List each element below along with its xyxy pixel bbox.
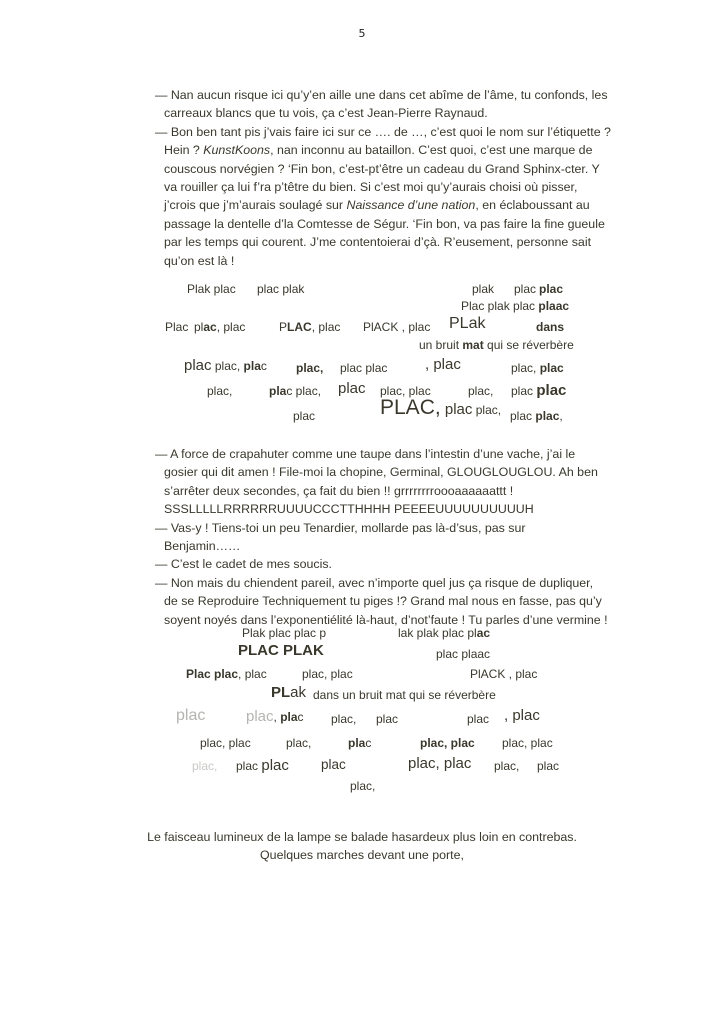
- sfx-part: , plac: [216, 320, 246, 334]
- dialogue-block-1: [155, 86, 611, 270]
- sfx-word: plac: [376, 712, 399, 726]
- sfx-word: [186, 667, 267, 681]
- sfx-word: PLak: [449, 315, 486, 332]
- sfx-part: plac: [184, 357, 212, 374]
- sfx-part: pla: [280, 710, 298, 724]
- sfx-word: plac plac: [340, 361, 388, 375]
- sfx-word: plac: [467, 712, 490, 726]
- text-line: — Non mais du chiendent pareil, avec n’importe quel jus ça risque de dupliquer,: [155, 575, 594, 590]
- sfx-word: [425, 358, 461, 372]
- sfx-word: plak: [472, 282, 495, 296]
- sfx-part: plac: [510, 409, 536, 423]
- sfx-word: plac, plac: [408, 755, 472, 772]
- text-line: va rouiller ça lui f’ra p’têtre du bien. Si c’est moi qu’y’aurais choisi où pisser,: [164, 180, 578, 195]
- sfx-part: c plac,: [286, 384, 322, 398]
- sfx-part: Plac plac: [186, 667, 239, 681]
- sfx-word: plac, plac: [200, 736, 251, 750]
- text-line: — A force de crapahuter comme une taupe dans l’intestin d’une vache, j’ai le: [155, 447, 576, 461]
- sfx-word: [380, 396, 502, 419]
- sfx-word: PlACK , plac: [470, 667, 538, 681]
- sfx-part: PL: [271, 684, 291, 701]
- page-number: 5: [358, 27, 366, 40]
- sfx-part: P: [279, 320, 288, 334]
- sfx-part: , plac: [425, 356, 461, 373]
- text-line: [155, 196, 590, 214]
- sfx-part: plac,: [472, 403, 502, 417]
- text-segment: , nan inconnu au bataillon. C’est quoi, c’est une marque de: [270, 143, 593, 158]
- closing-line-1: Le faisceau lumineux de la lampe se balade hasardeux plus loin en contrebas.: [147, 830, 577, 844]
- sfx-part: pl: [194, 320, 204, 334]
- sfx-word: plac, plac: [502, 736, 553, 750]
- text-line: de se Reproduire Techniquement tu piges !? Grand mal nous en fasse, pas qu’y: [164, 594, 602, 609]
- sfx-word: plac: [293, 409, 316, 423]
- sfx-part: PLAC,: [380, 396, 441, 419]
- sfx-part: plac: [536, 382, 567, 399]
- sfx-word: PlACK , plac: [363, 320, 431, 334]
- sfx-part: plac: [246, 708, 274, 725]
- sfx-word: [398, 626, 490, 640]
- sfx-word: [419, 338, 574, 352]
- sfx-part: ,: [273, 710, 281, 724]
- sfx-word: [461, 299, 569, 313]
- sfx-word: [348, 736, 371, 750]
- sfx-word: plac,: [350, 779, 376, 793]
- sfx-word: [511, 361, 564, 375]
- sfx-part: LAC: [287, 320, 312, 334]
- text-segment: j’crois que j’m’aurais soulagé sur: [164, 198, 347, 213]
- sfx-part: plac,: [511, 361, 540, 375]
- text-line: — Vas-y ! Tiens-toi un peu Tenardier, mollarde pas là-d’sus, pas sur: [155, 520, 526, 535]
- sfx-part: , plac: [311, 320, 341, 334]
- sfx-part: plac,: [211, 359, 244, 373]
- sfx-word: [194, 320, 245, 334]
- text-line: carreaux blancs que tu vois, ça c’est Jean-Pierre Raynaud.: [164, 106, 488, 121]
- sfx-word: plac: [539, 282, 564, 296]
- sfx-word: [279, 320, 340, 334]
- sfx-word: plac, plac: [302, 667, 353, 681]
- sfx-part: plac: [440, 401, 473, 418]
- italic-title: Naissance d’une nation: [346, 198, 476, 213]
- sfx-part: , plac: [238, 667, 267, 681]
- sfx-part: pla: [243, 359, 261, 373]
- sfx-word: [511, 384, 566, 398]
- sfx-word: , plac: [504, 707, 540, 724]
- closing-line-2: Quelques marches devant une porte,: [260, 848, 464, 862]
- text-line: [155, 141, 593, 159]
- sfx-word: plac,: [331, 712, 357, 726]
- sfx-part: pla: [269, 384, 287, 398]
- text-line: SSSLLLLLRRRRRRUUUUCCCTTHHHH PEEEEUUUUUUUUUUH: [164, 502, 534, 517]
- text-line: passage la dentelle d’la Comtesse de Ségur. ‘Fin bon, va pas faire la fine gueule: [164, 216, 605, 231]
- text-line: — Nan aucun risque ici qu’y’en aille une dans cet abîme de l’âme, tu confonds, les: [155, 88, 608, 102]
- sfx-part: qui se réverbère: [483, 338, 574, 352]
- sfx-part: plac: [511, 384, 537, 398]
- sfx-word: plac: [514, 282, 537, 296]
- sfx-part: pla: [348, 736, 366, 750]
- sfx-part: plac: [261, 757, 289, 774]
- sfx-word: [510, 409, 563, 423]
- sfx-part: plac: [236, 759, 262, 773]
- sfx-word: [246, 710, 304, 724]
- text-line: par les temps qui courent. J’me contentoierai d’çà. R’eusement, personne sait: [164, 235, 592, 250]
- sfx-word: Plak plac: [187, 282, 236, 296]
- dialogue-block-2: [155, 445, 608, 629]
- sfx-word: dans: [536, 320, 565, 334]
- sfx-part: lak plak plac pl: [398, 626, 477, 640]
- sfx-part: ac: [476, 626, 491, 640]
- sfx-part: ,: [559, 409, 563, 423]
- sfx-word: plac: [176, 707, 206, 724]
- sfx-part: plac: [539, 361, 564, 375]
- sfx-part: c: [260, 359, 267, 373]
- sfx-word: Plac: [165, 320, 189, 334]
- sfx-part: mat: [462, 338, 484, 352]
- sfx-part: c: [365, 736, 372, 750]
- text-line: s’arrêter deux secondes, ça fait du bien !! grrrrrrrroooaaaaaattt !: [164, 483, 514, 498]
- sfx-word: plac, plac: [420, 736, 475, 750]
- text-line: Benjamin……: [164, 539, 241, 554]
- sfx-part: Plac plak plac: [461, 299, 536, 313]
- sfx-word: plac: [338, 380, 366, 397]
- text-line: couscous norvégien ? ‘Fin bon, c’est-pt’être un cadeau du Grand Sphinx-cter. Y: [164, 161, 600, 176]
- sfx-word: plac,: [296, 361, 324, 375]
- sfx-word: dans un bruit mat qui se réverbère: [313, 688, 496, 702]
- text-line: qu’on est là !: [164, 253, 235, 268]
- sfx-part: c: [297, 710, 304, 724]
- sfx-part: un bruit: [419, 338, 463, 352]
- sfx-word: plac plak: [257, 282, 305, 296]
- sfx-word: [271, 686, 306, 700]
- sfx-part: plaac: [538, 299, 570, 313]
- italic-title: KunstKoons: [203, 143, 271, 158]
- sfx-part: plac: [535, 409, 560, 423]
- text-line: soyent noyés dans l’exponentiélité là-haut, d’not’faute ! Tu parles d’une vermine !: [164, 612, 608, 627]
- sfx-word: plac,: [286, 736, 312, 750]
- sfx-word: plac,: [207, 384, 233, 398]
- sfx-word: plac: [537, 759, 560, 773]
- sfx-word: Plak plac plac p: [242, 626, 327, 640]
- sfx-word: [236, 759, 289, 773]
- sfx-word: plac: [321, 757, 346, 772]
- sfx-word: [269, 384, 321, 398]
- text-line: — Bon ben tant pis j’vais faire ici sur ce …. de …, c’est quoi le nom sur l’étiquette ?: [155, 124, 611, 139]
- text-line: — C’est le cadet de mes soucis.: [155, 557, 332, 572]
- text-segment: Hein ?: [164, 143, 204, 158]
- sfx-word: PLAC PLAK: [238, 642, 324, 659]
- sfx-part: ac: [203, 320, 217, 334]
- sfx-word: [184, 359, 267, 373]
- sfx-word: plac,: [192, 759, 218, 773]
- sfx-word: plac,: [468, 384, 494, 398]
- text-line: gosier qui dit amen ! File-moi la chopine, Germinal, GLOUGLOUGLOU. Ah ben: [164, 465, 598, 480]
- sfx-word: plac,: [494, 759, 520, 773]
- sfx-word: plac plaac: [436, 647, 491, 661]
- text-segment: , en éclaboussant au: [475, 198, 590, 213]
- sfx-word: plac, plac: [380, 384, 431, 398]
- sfx-part: ak: [290, 684, 307, 701]
